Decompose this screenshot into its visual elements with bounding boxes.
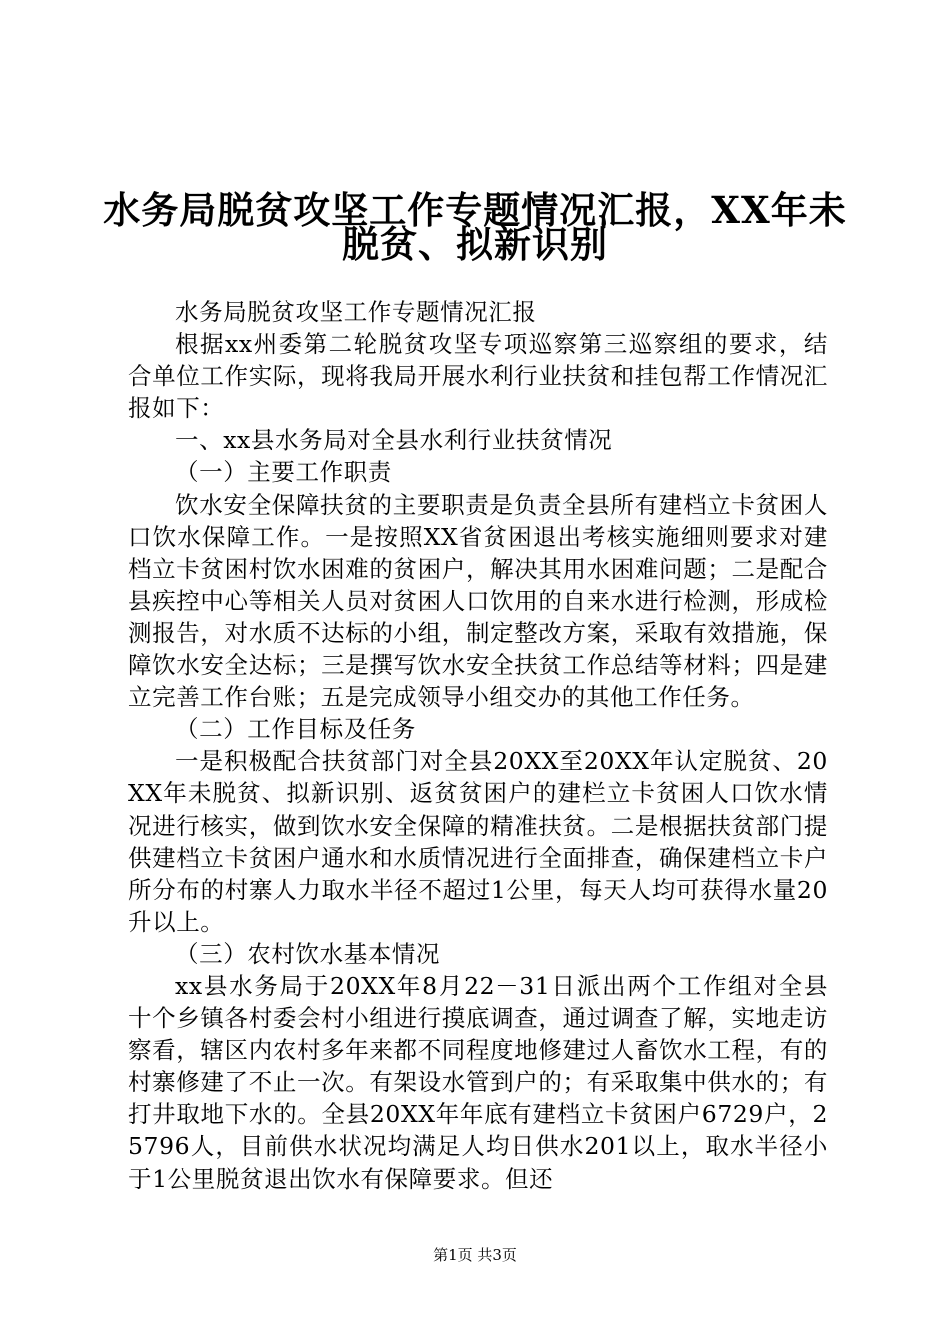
paragraph-duties: 饮水安全保障扶贫的主要职责是负责全县所有建档立卡贫困人口饮水保障工作。一是按照XX省贫困退出考核实施细则要求对建档立卡贫困村饮水困难的贫困户，解决其用水困难问题；二是配合县疾控中心等相关人员对贫困人口饮用的自来水进行检测，形成检测报告，对水质不达标的小组，制定整改方案，采取有效措施，保障饮水安全达标；三是撰写饮水安全扶贫工作总结等材料；四是建立完善工作台账；五是完成领导小组交办的其他工作任务。	[128, 490, 828, 712]
paragraph-rural-water: xx县水务局于20XX年8月22－31日派出两个工作组对全县十个乡镇各村委会村小组进行摸底调查，通过调查了解，实地走访察看，辖区内农村多年来都不同程度地修建过人畜饮水工程，有的村寨修建了不止一次。有架设水管到户的；有采取集中供水的；有打井取地下水的。全县20XX年年底有建档立卡贫困户6729户，25796人，目前供水状况均满足人均日供水201以上，取水半径小于1公里脱贫退出饮水有保障要求。但还	[128, 971, 828, 1193]
paragraph-goals: 一是积极配合扶贫部门对全县20XX至20XX年认定脱贫、20XX年未脱贫、拟新识别、返贫贫困户的建栏立卡贫困人口饮水情况进行核实，做到饮水安全保障的精准扶贫。二是根据扶贫部门提供建档立卡贫困户通水和水质情况进行全面排查，确保建档立卡户所分布的村寨人力取水半径不超过1公里，每天人均可获得水量20升以上。	[128, 747, 828, 936]
subsection-heading-2: （二）工作目标及任务	[175, 715, 416, 744]
subsection-heading-1: （一）主要工作职责	[175, 458, 392, 487]
paragraph-report-heading: 水务局脱贫攻坚工作专题情况汇报	[175, 298, 537, 326]
document-title-line-1: 水务局脱贫攻坚工作专题情况汇报，XX年未	[103, 188, 847, 232]
document-body	[128, 296, 828, 1195]
subsection-heading-3: （三）农村饮水基本情况	[175, 939, 441, 968]
document-title-line-2: 脱贫、拟新识别	[342, 222, 608, 266]
paragraph-intro: 根据xx州委第二轮脱贫攻坚专项巡察第三巡察组的要求，结合单位工作实际，现将我局开展水利行业扶贫和挂包帮工作情况汇报如下：	[128, 330, 828, 423]
page-number-footer: 第1页 共3页	[433, 1246, 517, 1264]
section-heading-1: 一、xx县水务局对全县水利行业扶贫情况	[175, 426, 613, 455]
